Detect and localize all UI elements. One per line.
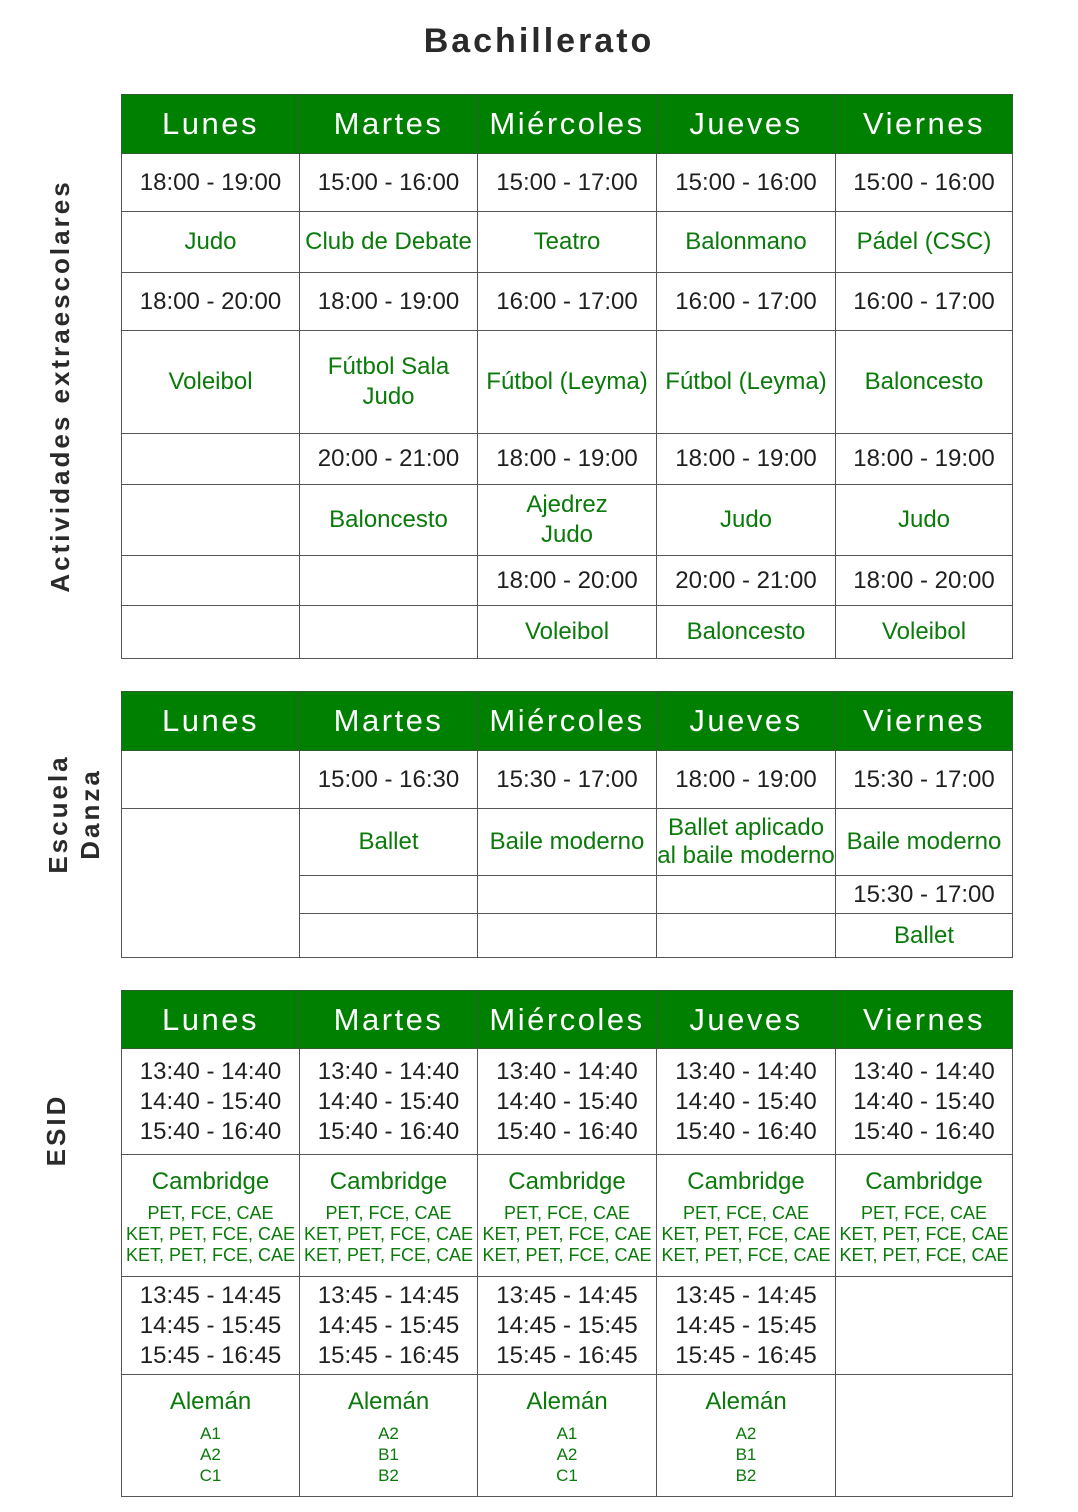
section-label-esid: ESID — [41, 1093, 71, 1167]
activity-cell: Baloncesto — [836, 331, 1013, 434]
day-header-miercoles: Miércoles — [478, 991, 657, 1049]
time-block: 13:45 - 14:45 14:45 - 15:45 15:45 - 16:45 — [122, 1277, 300, 1375]
time-cell: 15:00 - 16:00 — [300, 154, 478, 212]
time-block: 13:45 - 14:45 14:45 - 15:45 15:45 - 16:45 — [300, 1277, 478, 1375]
time-cell — [478, 876, 657, 914]
table-extraescolares — [121, 94, 1012, 659]
course-levels: PET, FCE, CAE KET, PET, FCE, CAE KET, PET, FCE, CAE — [482, 1203, 652, 1265]
activity-cell — [122, 809, 300, 958]
day-header-jueves: Jueves — [657, 692, 836, 751]
activity-cell: Teatro — [478, 212, 657, 273]
activity-cell: Voleibol — [478, 606, 657, 659]
activity-cell: Baloncesto — [657, 606, 836, 659]
day-header-miercoles: Miércoles — [478, 692, 657, 751]
activity-cell — [657, 914, 836, 958]
course-title: Alemán — [526, 1388, 608, 1415]
time-block: 13:45 - 14:45 14:45 - 15:45 15:45 - 16:45 — [478, 1277, 657, 1375]
course-cell — [300, 1375, 478, 1497]
activity-cell: Baile moderno — [836, 809, 1013, 876]
time-cell: 18:00 - 20:00 — [836, 556, 1013, 606]
day-header-lunes: Lunes — [122, 692, 300, 751]
activity-cell: Fútbol (Leyma) — [657, 331, 836, 434]
course-cell — [300, 1155, 478, 1277]
course-levels: A1 A2 C1 — [556, 1424, 578, 1485]
course-levels: PET, FCE, CAE KET, PET, FCE, CAE KET, PET, FCE, CAE — [125, 1203, 296, 1265]
activity-cell: Judo — [657, 485, 836, 556]
course-levels: PET, FCE, CAE KET, PET, FCE, CAE KET, PET, FCE, CAE — [303, 1203, 474, 1265]
time-cell: 18:00 - 20:00 — [478, 556, 657, 606]
time-cell: 15:30 - 17:00 — [836, 751, 1013, 809]
course-title: Alemán — [169, 1388, 252, 1415]
course-cell — [836, 1155, 1013, 1277]
page-title: Bachillerato — [423, 22, 655, 60]
time-cell: 18:00 - 19:00 — [836, 434, 1013, 485]
time-cell: 16:00 - 17:00 — [478, 273, 657, 331]
activity-cell: Voleibol — [122, 331, 300, 434]
time-block: 13:40 - 14:40 14:40 - 15:40 15:40 - 16:40 — [300, 1049, 478, 1155]
course-levels: A2 B1 B2 — [378, 1424, 399, 1485]
time-cell: 15:00 - 16:30 — [300, 751, 478, 809]
activity-cell: Club de Debate — [300, 212, 478, 273]
time-block: 13:40 - 14:40 14:40 - 15:40 15:40 - 16:40 — [478, 1049, 657, 1155]
section-label-danza-line1: Escuela — [43, 754, 73, 874]
course-cell — [836, 1375, 1013, 1497]
activity-cell: Baile moderno — [478, 809, 657, 876]
time-cell — [122, 434, 300, 485]
day-header-jueves: Jueves — [657, 95, 836, 154]
course-title: Alemán — [705, 1388, 787, 1415]
activity-cell: Ajedrez Judo — [478, 485, 657, 556]
course-levels: PET, FCE, CAE KET, PET, FCE, CAE KET, PET, FCE, CAE — [839, 1203, 1009, 1265]
time-block: 13:45 - 14:45 14:45 - 15:45 15:45 - 16:45 — [657, 1277, 836, 1375]
activity-cell — [122, 606, 300, 659]
time-cell: 18:00 - 20:00 — [122, 273, 300, 331]
table-esid — [121, 990, 1012, 1497]
activity-cell: Fútbol (Leyma) — [478, 331, 657, 434]
activity-cell — [478, 914, 657, 958]
activity-cell: Ballet — [300, 809, 478, 876]
activity-cell: Judo — [122, 212, 300, 273]
course-title: Cambridge — [508, 1168, 626, 1195]
activity-cell: Ballet — [836, 914, 1013, 958]
time-cell — [122, 556, 300, 606]
time-block: 13:40 - 14:40 14:40 - 15:40 15:40 - 16:40 — [836, 1049, 1013, 1155]
course-cell — [657, 1155, 836, 1277]
time-cell: 15:30 - 17:00 — [478, 751, 657, 809]
day-header-viernes: Viernes — [836, 991, 1013, 1049]
time-cell: 18:00 - 19:00 — [478, 434, 657, 485]
course-levels: PET, FCE, CAE KET, PET, FCE, CAE KET, PET, FCE, CAE — [661, 1203, 831, 1265]
course-title: Cambridge — [329, 1168, 448, 1195]
time-cell: 18:00 - 19:00 — [657, 434, 836, 485]
course-title: Cambridge — [865, 1168, 983, 1195]
time-cell: 15:00 - 16:00 — [657, 154, 836, 212]
day-header-miercoles: Miércoles — [478, 95, 657, 154]
course-cell — [657, 1375, 836, 1497]
time-cell: 15:00 - 17:00 — [478, 154, 657, 212]
activity-cell: Voleibol — [836, 606, 1013, 659]
time-block: 13:40 - 14:40 14:40 - 15:40 15:40 - 16:40 — [122, 1049, 300, 1155]
course-title: Cambridge — [151, 1168, 270, 1195]
activity-cell: Balonmano — [657, 212, 836, 273]
day-header-jueves: Jueves — [657, 991, 836, 1049]
activity-cell — [300, 914, 478, 958]
course-cell — [478, 1375, 657, 1497]
course-cell — [122, 1155, 300, 1277]
time-block: 13:40 - 14:40 14:40 - 15:40 15:40 - 16:40 — [657, 1049, 836, 1155]
day-header-martes: Martes — [300, 991, 478, 1049]
time-block — [836, 1277, 1013, 1375]
time-cell: 18:00 - 19:00 — [657, 751, 836, 809]
activity-cell — [300, 606, 478, 659]
course-title: Alemán — [347, 1388, 430, 1415]
course-cell — [122, 1375, 300, 1497]
course-cell — [478, 1155, 657, 1277]
course-levels: A2 B1 B2 — [735, 1424, 757, 1485]
activity-cell: Baloncesto — [300, 485, 478, 556]
activity-cell: Fútbol Sala Judo — [300, 331, 478, 434]
time-cell: 15:00 - 16:00 — [836, 154, 1013, 212]
time-cell — [657, 876, 836, 914]
day-header-viernes: Viernes — [836, 692, 1013, 751]
time-cell: 15:30 - 17:00 — [836, 876, 1013, 914]
time-cell: 20:00 - 21:00 — [300, 434, 478, 485]
course-title: Cambridge — [687, 1168, 805, 1195]
time-cell — [300, 876, 478, 914]
activity-cell: Pádel (CSC) — [836, 212, 1013, 273]
day-header-martes: Martes — [300, 95, 478, 154]
activity-cell: Ballet aplicado al baile moderno — [657, 809, 836, 876]
day-header-lunes: Lunes — [122, 95, 300, 154]
section-label-danza-line2: Danza — [75, 768, 105, 860]
section-label-danza — [42, 739, 106, 889]
time-cell: 16:00 - 17:00 — [836, 273, 1013, 331]
time-cell: 20:00 - 21:00 — [657, 556, 836, 606]
course-levels: A1 A2 C1 — [199, 1424, 222, 1485]
day-header-viernes: Viernes — [836, 95, 1013, 154]
time-cell: 18:00 - 19:00 — [300, 273, 478, 331]
time-cell — [122, 751, 300, 809]
day-header-lunes: Lunes — [122, 991, 300, 1049]
activity-cell: Judo — [836, 485, 1013, 556]
time-cell: 18:00 - 19:00 — [122, 154, 300, 212]
section-label-extraescolares: Actividades extraescolares — [45, 179, 75, 593]
day-header-martes: Martes — [300, 692, 478, 751]
time-cell: 16:00 - 17:00 — [657, 273, 836, 331]
table-escuela-danza — [121, 691, 1012, 958]
time-cell — [300, 556, 478, 606]
activity-cell — [122, 485, 300, 556]
